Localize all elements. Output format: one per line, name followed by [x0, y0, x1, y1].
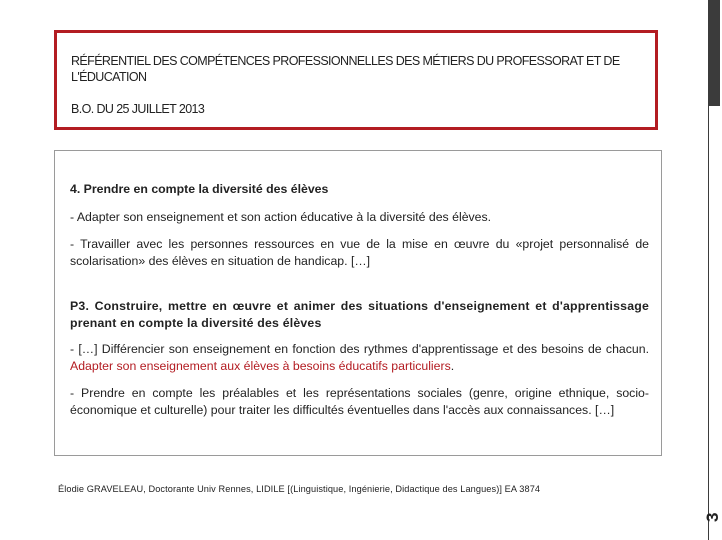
p3-heading: P3. Construire, mettre en œuvre et animer des situations d'enseignement et d'apprentissage prenant en compte la diversité des élèves [70, 299, 649, 330]
sidebar-line [708, 106, 709, 540]
header-box [54, 30, 658, 130]
header-title: RÉFÉRENTIEL DES COMPÉTENCES PROFESSIONNELLES DES MÉTIERS DU PROFESSORAT ET DE L'ÉDUCATION [71, 54, 620, 84]
right-sidebar [703, 0, 722, 540]
item-3 [70, 341, 649, 375]
item-3-highlight: Adapter son enseignement aux élèves à besoins éducatifs particuliers [70, 359, 451, 373]
item-3-text: - […] Différencier son enseignement en fonction des rythmes d'apprentissage et des besoins de chacun. [70, 342, 649, 356]
header-date: B.O. DU 25 JUILLET 2013 [71, 102, 205, 116]
item-3-end: . [450, 359, 455, 373]
item-4: - Prendre en compte les préalables et les représentations sociales (genre, origine ethnique, socio-économique et culturelle) pour traiter les difficultés éventuelles dans l'accès aux connaissances. […] [70, 386, 649, 417]
item-2: - Travailler avec les personnes ressources en vue de la mise en œuvre du «projet personnalisé de scolarisation» des élèves en situation de handicap. […] [70, 237, 649, 268]
section-heading: 4. Prendre en compte la diversité des élèves [70, 182, 329, 196]
content-box [54, 150, 662, 456]
item-1: - Adapter son enseignement et son action éducative à la diversité des élèves. [70, 210, 492, 224]
page-number: 3 [703, 512, 722, 522]
footer-credit: Élodie GRAVELEAU, Doctorante Univ Rennes, LIDILE [(Linguistique, Ingénierie, Didactique des Langues)] EA 3874 [58, 484, 541, 494]
sidebar-dark-block [708, 0, 720, 106]
